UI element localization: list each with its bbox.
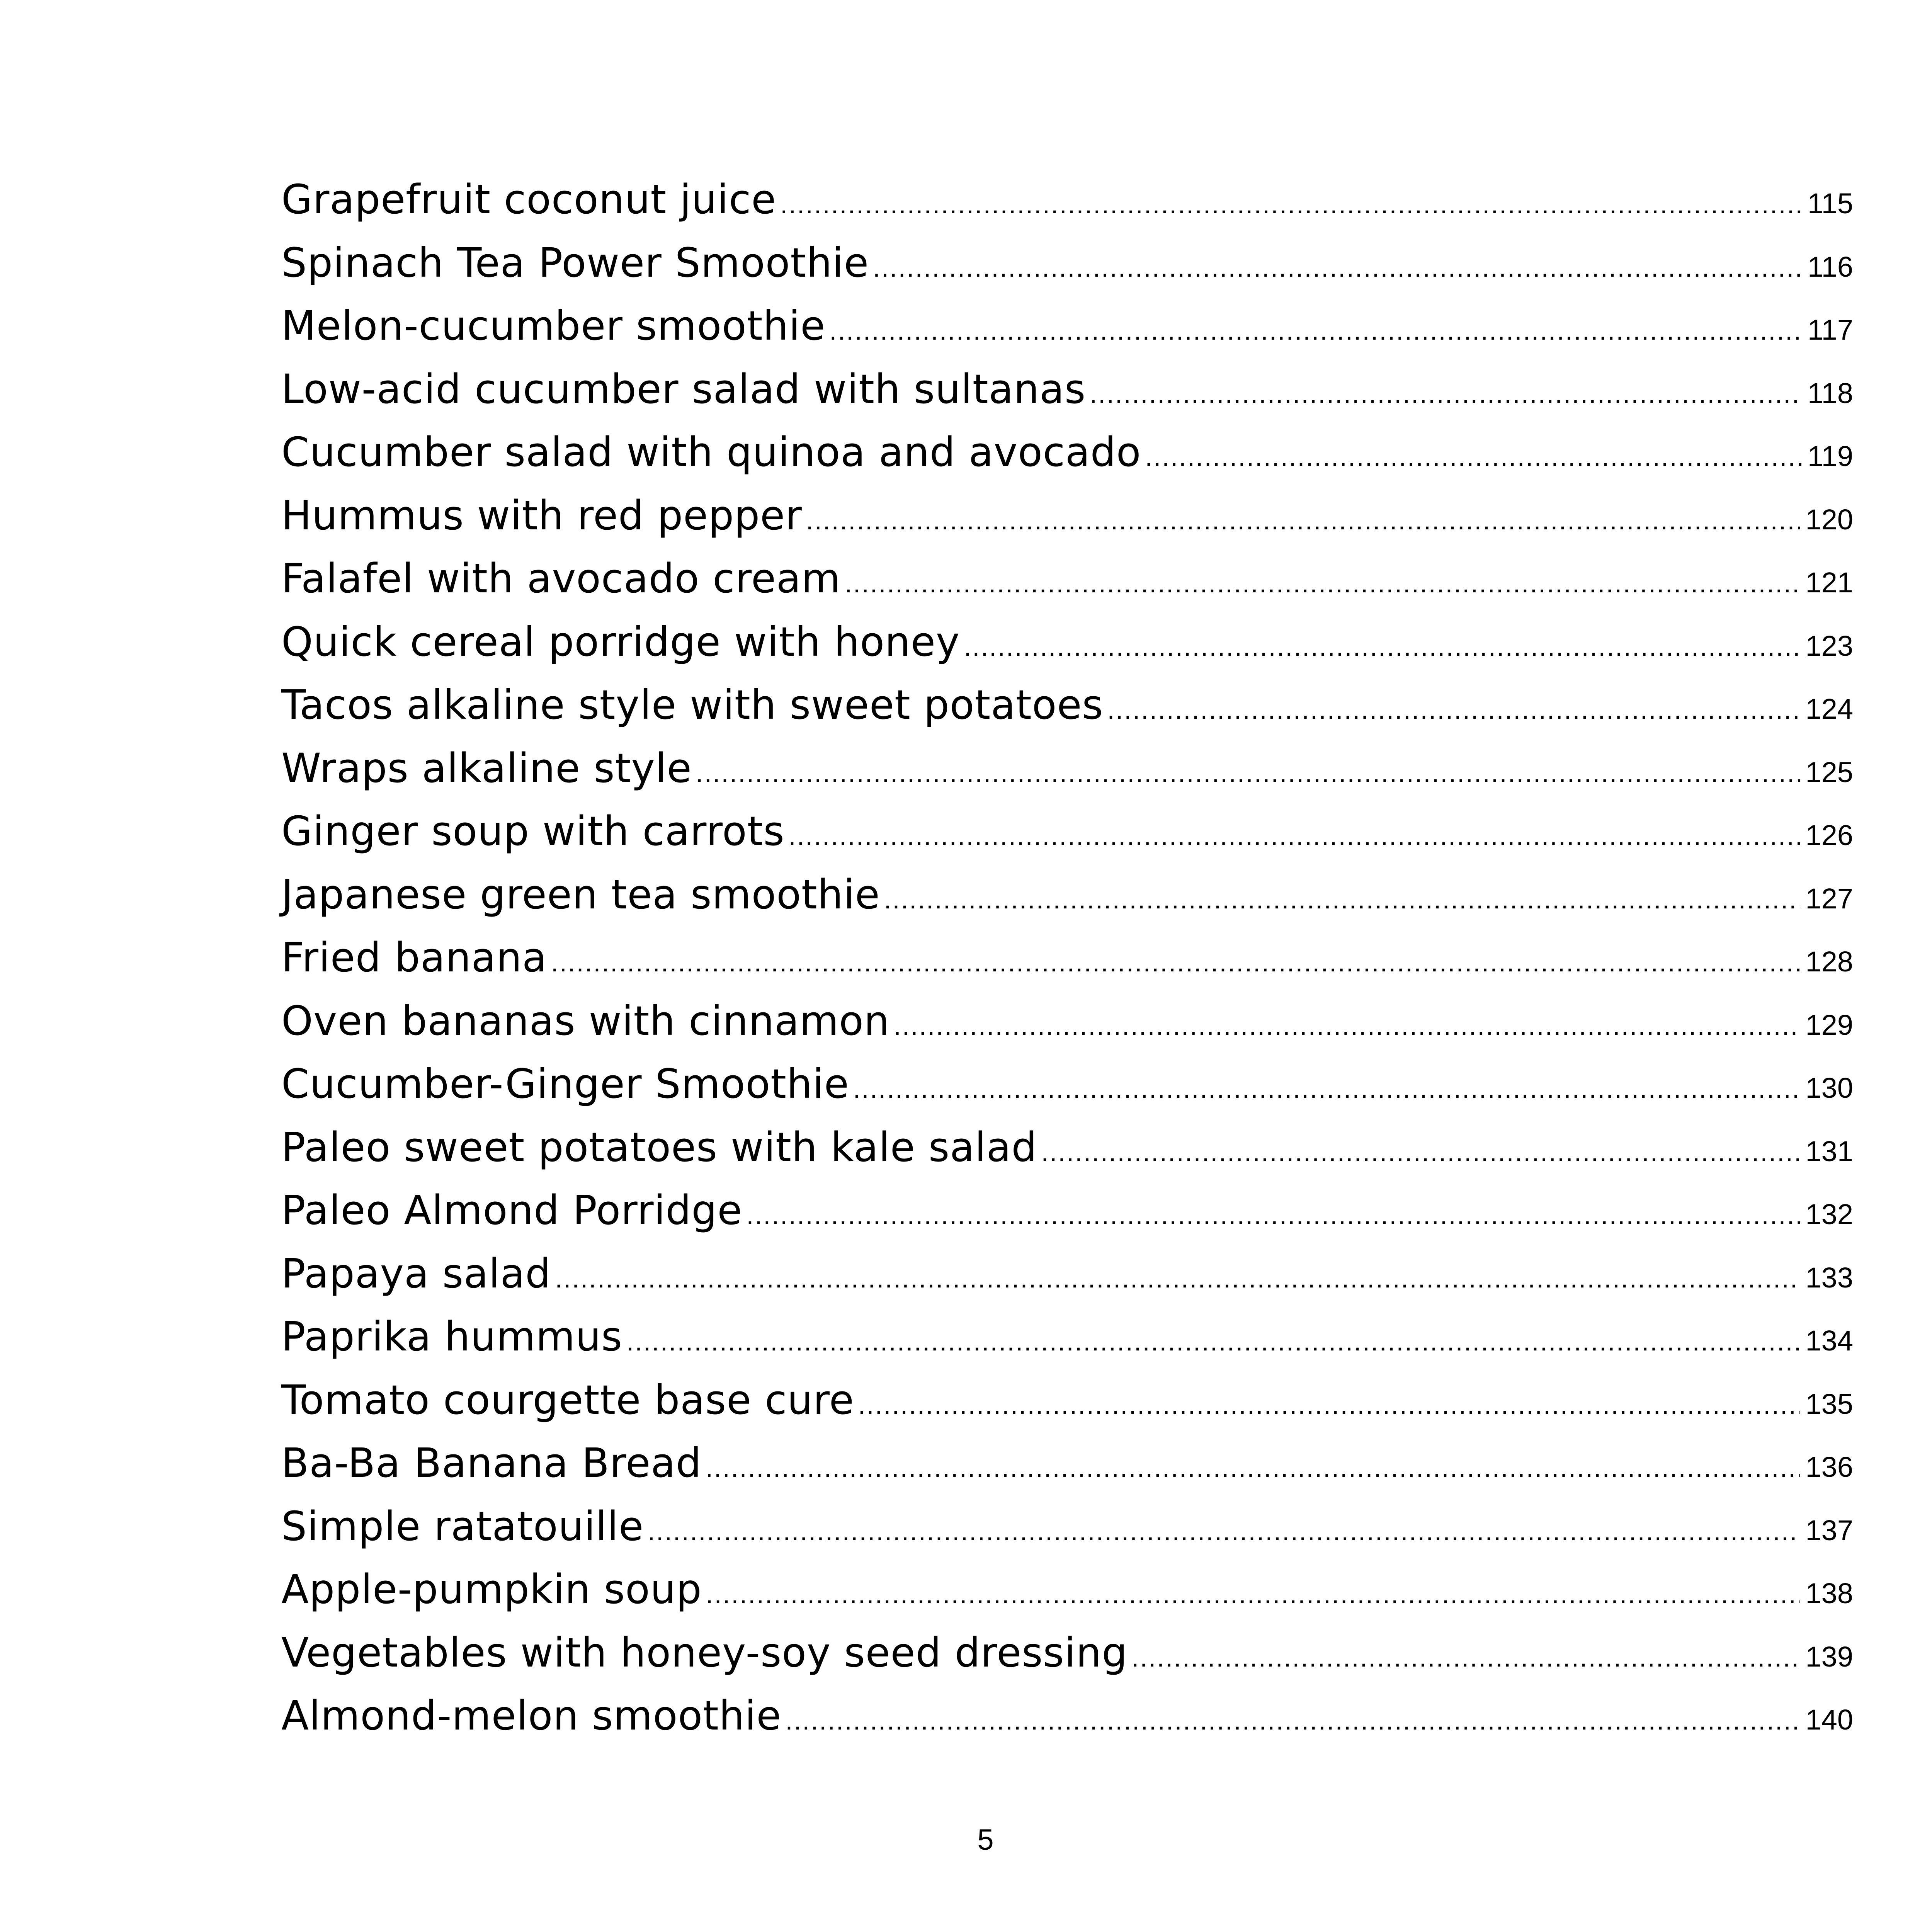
dot-leader xyxy=(1107,695,1800,725)
toc-entry-title: Wraps alkaline style xyxy=(281,744,692,792)
dot-leader xyxy=(1131,1643,1800,1673)
toc-entry-title: Vegetables with honey-soy seed dressing xyxy=(281,1629,1128,1676)
toc-entry-title: Quick cereal porridge with honey xyxy=(281,618,960,665)
dot-leader xyxy=(858,1390,1800,1420)
toc-entry[interactable] xyxy=(281,1376,1853,1440)
dot-leader xyxy=(806,505,1800,536)
toc-entry-title: Ginger soup with carrots xyxy=(281,808,785,855)
toc-entry-page: 121 xyxy=(1805,566,1853,599)
toc-entry-page: 117 xyxy=(1808,314,1853,346)
toc-entry-title: Japanese green tea smoothie xyxy=(281,871,880,918)
toc-entry-title: Tomato courgette base cure xyxy=(281,1376,854,1423)
toc-entry[interactable] xyxy=(281,429,1853,492)
toc-entry-page: 126 xyxy=(1805,819,1853,851)
toc-entry-page: 133 xyxy=(1805,1261,1853,1294)
toc-entry-title: Cucumber-Ginger Smoothie xyxy=(281,1060,849,1107)
dot-leader xyxy=(786,1706,1800,1736)
toc-entry-page: 138 xyxy=(1805,1577,1853,1609)
toc-entry-page: 132 xyxy=(1805,1198,1853,1230)
dot-leader xyxy=(884,884,1800,915)
toc-entry[interactable] xyxy=(281,1313,1853,1376)
dot-leader xyxy=(845,568,1800,599)
dot-leader xyxy=(789,821,1800,851)
page-number: 5 xyxy=(977,1823,994,1856)
dot-leader xyxy=(853,1074,1800,1104)
toc-entry-title: Almond-melon smoothie xyxy=(281,1692,782,1739)
dot-leader xyxy=(1041,1137,1800,1167)
toc-entry-page: 137 xyxy=(1805,1514,1853,1546)
toc-entry[interactable] xyxy=(281,808,1853,871)
toc-entry-page: 116 xyxy=(1808,250,1853,283)
dot-leader xyxy=(555,1264,1800,1294)
dot-leader xyxy=(780,189,1802,219)
toc-entry-page: 131 xyxy=(1805,1135,1853,1167)
toc-entry[interactable] xyxy=(281,1187,1853,1250)
toc-entry-page: 124 xyxy=(1805,693,1853,725)
toc-entry-title: Melon-cucumber smoothie xyxy=(281,302,826,349)
dot-leader xyxy=(829,316,1802,346)
toc-entry[interactable] xyxy=(281,1439,1853,1503)
toc-entry[interactable] xyxy=(281,1060,1853,1124)
toc-entry[interactable] xyxy=(281,302,1853,366)
toc-entry[interactable] xyxy=(281,934,1853,997)
toc-entry-title: Paleo Almond Porridge xyxy=(281,1187,743,1234)
toc-entry[interactable] xyxy=(281,1692,1853,1755)
toc-entry[interactable] xyxy=(281,1503,1853,1566)
toc-entry-title: Fried banana xyxy=(281,934,547,981)
toc-entry-title: Cucumber salad with quinoa and avocado xyxy=(281,429,1141,476)
toc-entry[interactable] xyxy=(281,745,1853,808)
toc-entry-page: 128 xyxy=(1805,946,1853,978)
toc-entry-title: Hummus with red pepper xyxy=(281,492,802,539)
dot-leader xyxy=(648,1516,1800,1546)
toc-entry-title: Low-acid cucumber salad with sultanas xyxy=(281,365,1086,413)
toc-entry[interactable] xyxy=(281,366,1853,429)
toc-entry[interactable] xyxy=(281,1566,1853,1629)
toc-entry-page: 127 xyxy=(1805,882,1853,915)
toc-entry-title: Falafel with avocado cream xyxy=(281,555,841,602)
toc-entry[interactable] xyxy=(281,1250,1853,1313)
dot-leader xyxy=(626,1327,1800,1357)
toc-entry-page: 119 xyxy=(1808,440,1853,472)
dot-leader xyxy=(1145,442,1802,472)
toc-entry[interactable] xyxy=(281,1629,1853,1692)
toc-entry-title: Grapefruit coconut juice xyxy=(281,176,777,223)
toc-entry[interactable] xyxy=(281,492,1853,555)
toc-entry[interactable] xyxy=(281,871,1853,934)
toc-entry[interactable] xyxy=(281,239,1853,303)
toc-entry[interactable] xyxy=(281,555,1853,618)
toc-entry[interactable] xyxy=(281,1124,1853,1187)
dot-leader xyxy=(894,1011,1800,1041)
toc-entry-page: 136 xyxy=(1805,1451,1853,1483)
dot-leader xyxy=(551,947,1800,978)
toc-entry-page: 134 xyxy=(1805,1325,1853,1357)
toc-entry-title: Apple-pumpkin soup xyxy=(281,1566,702,1613)
toc-entry-page: 123 xyxy=(1805,629,1853,662)
dot-leader xyxy=(706,1579,1800,1609)
toc-entry-page: 139 xyxy=(1805,1640,1853,1673)
toc-entry-title: Simple ratatouille xyxy=(281,1502,644,1550)
toc-entry-page: 140 xyxy=(1805,1704,1853,1736)
toc-entry-title: Ba-Ba Banana Bread xyxy=(281,1439,702,1486)
toc-entry-title: Paleo sweet potatoes with kale salad xyxy=(281,1123,1037,1171)
dot-leader xyxy=(964,632,1800,662)
toc-entry-page: 118 xyxy=(1808,377,1853,409)
toc-entry-page: 125 xyxy=(1805,756,1853,788)
toc-entry[interactable] xyxy=(281,176,1853,239)
toc-entry[interactable] xyxy=(281,997,1853,1061)
toc-entry-page: 135 xyxy=(1805,1388,1853,1420)
toc-entry-page: 130 xyxy=(1805,1072,1853,1104)
toc-entry-title: Paprika hummus xyxy=(281,1313,623,1360)
toc-entry-title: Spinach Tea Power Smoothie xyxy=(281,239,869,286)
toc-entry[interactable] xyxy=(281,618,1853,682)
dot-leader xyxy=(747,1200,1800,1230)
table-of-contents xyxy=(281,176,1853,1755)
dot-leader xyxy=(873,253,1802,283)
dot-leader xyxy=(706,1453,1800,1483)
dot-leader xyxy=(1090,379,1802,409)
toc-entry-title: Papaya salad xyxy=(281,1250,551,1297)
dot-leader xyxy=(696,758,1800,788)
toc-entry-page: 120 xyxy=(1805,503,1853,536)
toc-entry[interactable] xyxy=(281,681,1853,745)
toc-entry-page: 115 xyxy=(1808,187,1853,219)
toc-entry-title: Tacos alkaline style with sweet potatoes xyxy=(281,681,1104,728)
toc-entry-title: Oven bananas with cinnamon xyxy=(281,997,890,1044)
toc-entry-page: 129 xyxy=(1805,1009,1853,1041)
